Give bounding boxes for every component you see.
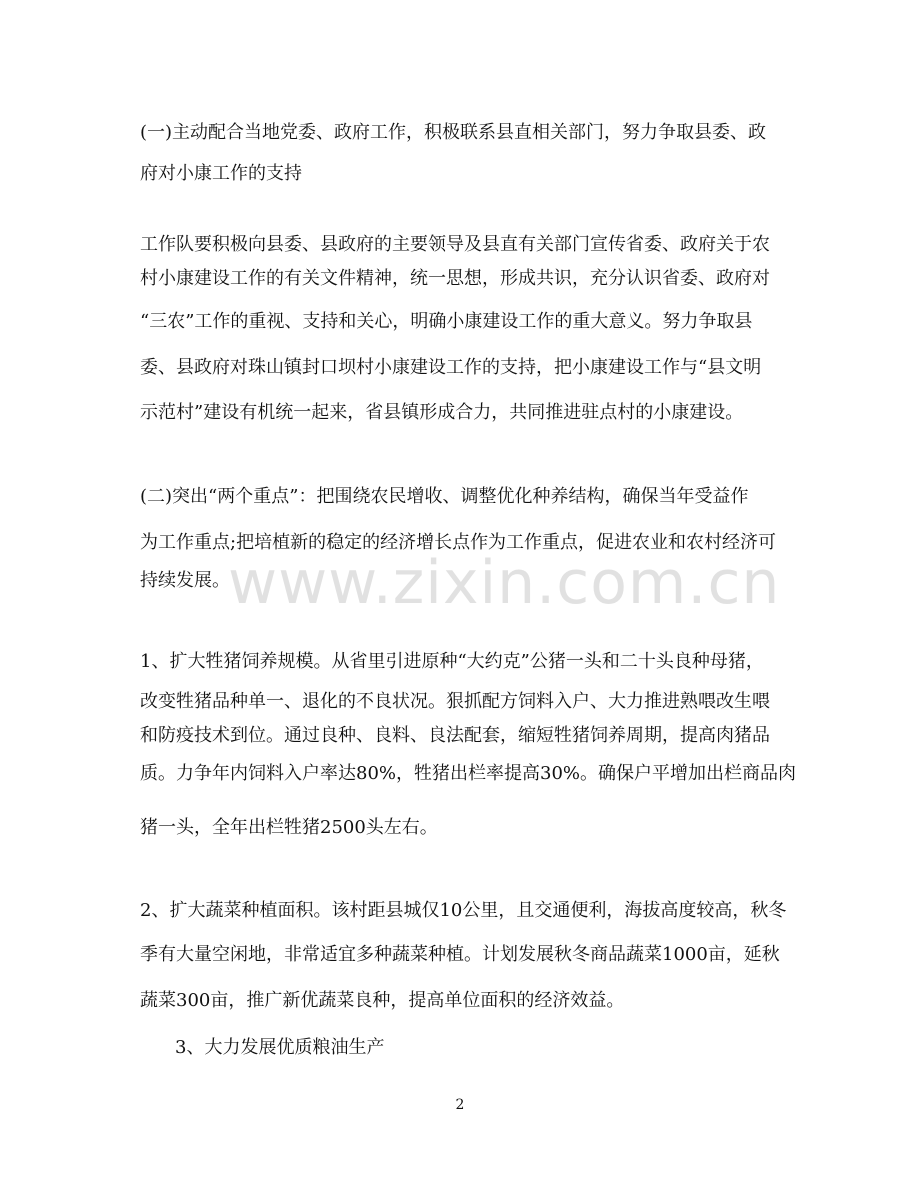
text-line: 2、扩大蔬菜种植面积。该村距县城仅10公里，且交通便利，海拔高度较高，秋冬	[140, 900, 787, 921]
text-line: “三农”工作的重视、支持和关心，明确小康建设工作的重大意义。努力争取县	[140, 311, 753, 332]
text-line: 改变牲猪品种单一、退化的不良状况。狠抓配方饲料入户、大力推进熟喂改生喂	[140, 691, 770, 712]
text-line: 蔬菜300亩，推广新优蔬菜良种，提高单位面积的经济效益。	[140, 990, 625, 1011]
text-line: 工作队要积极向县委、县政府的主要领导及县直有关部门宣传省委、政府关于农	[140, 234, 770, 255]
text-line: 质。力争年内饲料入户率达80%，牲猪出栏率提高30%。确保户平增加出栏商品肉	[140, 763, 797, 784]
text-line: 3、大力发展优质粮油生产	[175, 1037, 385, 1058]
text-line: 为工作重点;把培植新的稳定的经济增长点作为工作重点，促进农业和农村经济可	[140, 532, 777, 553]
text-line: 委、县政府对珠山镇封口坝村小康建设工作的支持，把小康建设工作与“县文明	[140, 357, 762, 378]
text-line: 村小康建设工作的有关文件精神，统一思想，形成共识，充分认识省委、政府对	[140, 268, 770, 289]
text-line: (一)主动配合当地党委、政府工作，积极联系县直相关部门，努力争取县委、政	[140, 122, 767, 143]
text-line: 季有大量空闲地，非常适宜多种蔬菜种植。计划发展秋冬商品蔬菜1000亩，延秋	[140, 944, 780, 965]
text-line: (二)突出“两个重点”：把围绕农民增收、调整优化种养结构，确保当年受益作	[140, 486, 749, 507]
page-number: 2	[455, 1097, 465, 1113]
text-line: 和防疫技术到位。通过良种、良料、良法配套，缩短牲猪饲养周期，提高肉猪品	[140, 725, 770, 746]
text-line: 示范村”建设有机统一起来，省县镇形成合力，共同推进驻点村的小康建设。	[140, 402, 744, 423]
text-line: 府对小康工作的支持	[140, 163, 302, 184]
text-line: 1、扩大牲猪饲养规模。从省里引进原种“大约克”公猪一头和二十头良种母猪，	[140, 651, 764, 672]
text-line: 持续发展。	[140, 570, 230, 591]
text-line: 猪一头，全年出栏牲猪2500头左右。	[140, 817, 438, 838]
watermark: www.zixin.com.cn	[228, 548, 781, 618]
